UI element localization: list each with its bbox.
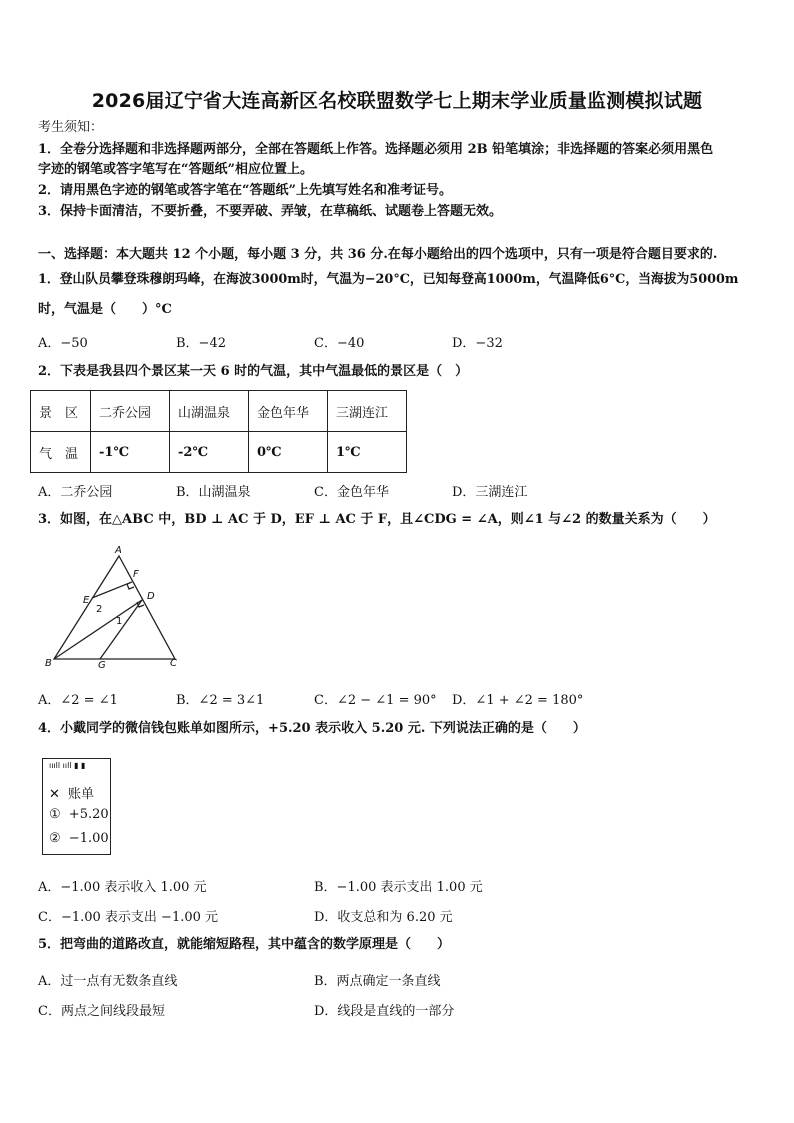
label-d: D [147, 591, 155, 602]
q2-option-c: C．金色年华 [314, 485, 389, 500]
q1-option-c: C．−40 [314, 336, 365, 351]
q3-option-a: A．∠2 = ∠1 [38, 693, 118, 708]
angle-label-1: 1 [116, 616, 123, 627]
table-cell: 二乔公园 [91, 391, 170, 432]
item-amount: +5.20 [68, 807, 109, 822]
q5-option-b: B．两点确定一条直线 [314, 974, 441, 989]
label-g: G [98, 660, 106, 671]
notice-heading: 考生须知： [38, 120, 104, 135]
table-cell: 景 区 [31, 391, 91, 432]
table-row [31, 432, 407, 473]
q1-option-b: B．−42 [176, 336, 226, 351]
section-heading: 一、选择题：本大题共 12 个小题，每小题 3 分，共 36 分.在每小题给出的四个选项中，只有一项是符合题目要求的. [38, 247, 718, 262]
temperature-table [30, 390, 407, 473]
notice-item-3: 3．保持卡面清洁，不要折叠，不要弄破、弄皱，在草稿纸、试题卷上答题无效。 [38, 204, 503, 219]
table-cell: 三湖连江 [328, 391, 407, 432]
table-cell: 1℃ [328, 432, 407, 473]
q5-stem: 5．把弯曲的道路改直，就能缩短路程，其中蕴含的数学原理是（ ） [38, 937, 451, 952]
wallet-item-1 [49, 807, 109, 822]
wallet-title-row [49, 783, 94, 802]
segment-gd [100, 600, 142, 659]
wallet-bill-figure [42, 758, 111, 855]
q2-option-b: B．山湖温泉 [176, 485, 251, 500]
q1-option-a: A．−50 [38, 336, 88, 351]
wallet-item-2 [49, 831, 109, 846]
table-cell: -1℃ [91, 432, 170, 473]
status-bar-icons: ıııll ııll ▮ ▮ [49, 761, 86, 770]
notice-item-2: 2．请用黑色字迹的钢笔或答字笔在“答题纸”上先填写姓名和准考证号。 [38, 183, 453, 198]
table-cell: 山湖温泉 [170, 391, 249, 432]
close-icon: ✕ [49, 787, 60, 802]
label-b: B [45, 658, 52, 669]
table-cell: 0℃ [249, 432, 328, 473]
q3-option-d: D．∠1 + ∠2 = 180° [452, 693, 584, 708]
q5-option-c: C．两点之间线段最短 [38, 1004, 165, 1019]
label-c: C [170, 658, 177, 669]
q4-stem: 4．小戴同学的微信钱包账单如图所示，+5.20 表示收入 5.20 元. 下列说法正确的是（ ） [38, 721, 586, 736]
triangle-figure [40, 540, 200, 675]
q5-option-d: D．线段是直线的一部分 [314, 1004, 455, 1019]
table-cell: 气 温 [31, 432, 91, 473]
q4-option-b: B．−1.00 表示支出 1.00 元 [314, 880, 483, 895]
q4-option-c: C．−1.00 表示支出 −1.00 元 [38, 910, 219, 925]
triangle-abc [54, 556, 175, 659]
table-cell: 金色年华 [249, 391, 328, 432]
label-a: A [115, 545, 122, 556]
wallet-title: 账单 [68, 787, 95, 802]
q3-option-b: B．∠2 = 3∠1 [176, 693, 265, 708]
q3-stem: 3．如图，在△ABC 中，BD ⊥ AC 于 D，EF ⊥ AC 于 F，且∠CDG = ∠A，则∠1 与∠2 的数量关系为（ ） [38, 512, 716, 527]
item-amount: −1.00 [68, 831, 109, 846]
table-cell: -2℃ [170, 432, 249, 473]
q2-stem: 2．下表是我县四个景区某一天 6 时的气温，其中气温最低的景区是（ ） [38, 364, 469, 379]
q4-option-d: D．收支总和为 6.20 元 [314, 910, 453, 925]
q2-option-d: D．三湖连江 [452, 485, 528, 500]
angle-label-2: 2 [96, 604, 103, 615]
right-angle-mark-f [127, 584, 134, 589]
q5-option-a: A．过一点有无数条直线 [38, 974, 178, 989]
item-number: ① [49, 807, 61, 822]
q1-stem-line1: 1．登山队员攀登珠穆朗玛峰，在海波3000m时，气温为−20°C，已知每登高1000m，气温降低6°C，当海拔为5000m [38, 272, 739, 287]
notice-item-1a: 1．全卷分选择题和非选择题两部分，全部在答题纸上作答。选择题必须用 2B 铅笔填涂；非选择题的答案必须用黑色 [38, 142, 714, 157]
label-e: E [83, 595, 90, 606]
q1-option-d: D．−32 [452, 336, 503, 351]
q2-option-a: A．二乔公园 [38, 485, 113, 500]
label-f: F [133, 569, 139, 580]
page-title: 2026届辽宁省大连高新区名校联盟数学七上期末学业质量监测模拟试题 [91, 90, 703, 112]
notice-item-1b: 字迹的钢笔或答字笔写在“答题纸”相应位置上。 [38, 162, 313, 177]
item-number: ② [49, 831, 61, 846]
q3-option-c: C．∠2 − ∠1 = 90° [314, 693, 437, 708]
q1-stem-line2: 时，气温是（ ）°C [38, 302, 172, 317]
q4-option-a: A．−1.00 表示收入 1.00 元 [38, 880, 207, 895]
table-row [31, 391, 407, 432]
